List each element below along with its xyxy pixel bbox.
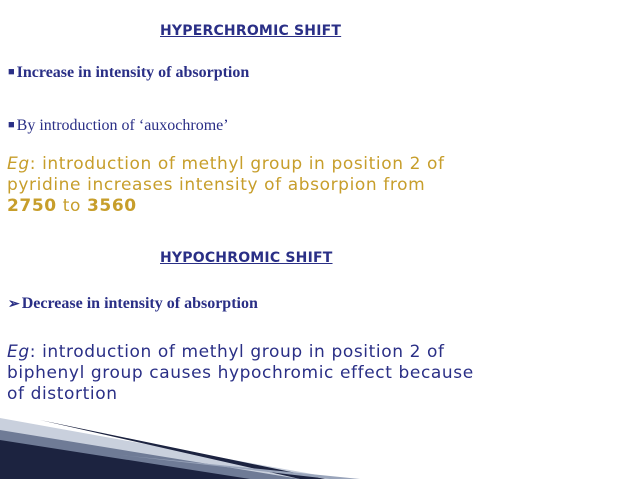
square-bullet-icon: ■ xyxy=(8,66,15,78)
hyper-bullet-increase-text: Increase in intensity of absorption xyxy=(16,64,250,81)
absorption-from-value: 2750 xyxy=(7,196,57,216)
square-bullet-icon: ■ xyxy=(8,119,15,131)
hyper-bullet-auxochrome-text: By introduction of ‘auxochrome’ xyxy=(16,117,229,134)
hypo-example-line-3: of distortion xyxy=(7,384,118,404)
hypo-example-line-2: biphenyl group causes hypochromic effect because xyxy=(7,363,474,383)
absorption-to-value: 3560 xyxy=(87,196,137,216)
arrow-bullet-icon: ➢ xyxy=(8,297,20,312)
hypochromic-shift-title: HYPOCHROMIC SHIFT xyxy=(160,250,333,266)
absorption-connector: to xyxy=(56,196,87,216)
hypo-example-line-1-text: : introduction of methyl group in position 2 of xyxy=(29,342,445,362)
hyperchromic-shift-title: HYPERCHROMIC SHIFT xyxy=(160,23,342,39)
example-label: Eg xyxy=(7,342,30,362)
example-label: Eg xyxy=(7,154,30,174)
hyper-example-line-2: pyridine increases intensity of absorpion from xyxy=(7,175,426,195)
hypo-bullet-decrease-text: Decrease in intensity of absorption xyxy=(21,295,258,312)
hyper-example-line-1-text: : introduction of methyl group in position 2 of xyxy=(29,154,445,174)
